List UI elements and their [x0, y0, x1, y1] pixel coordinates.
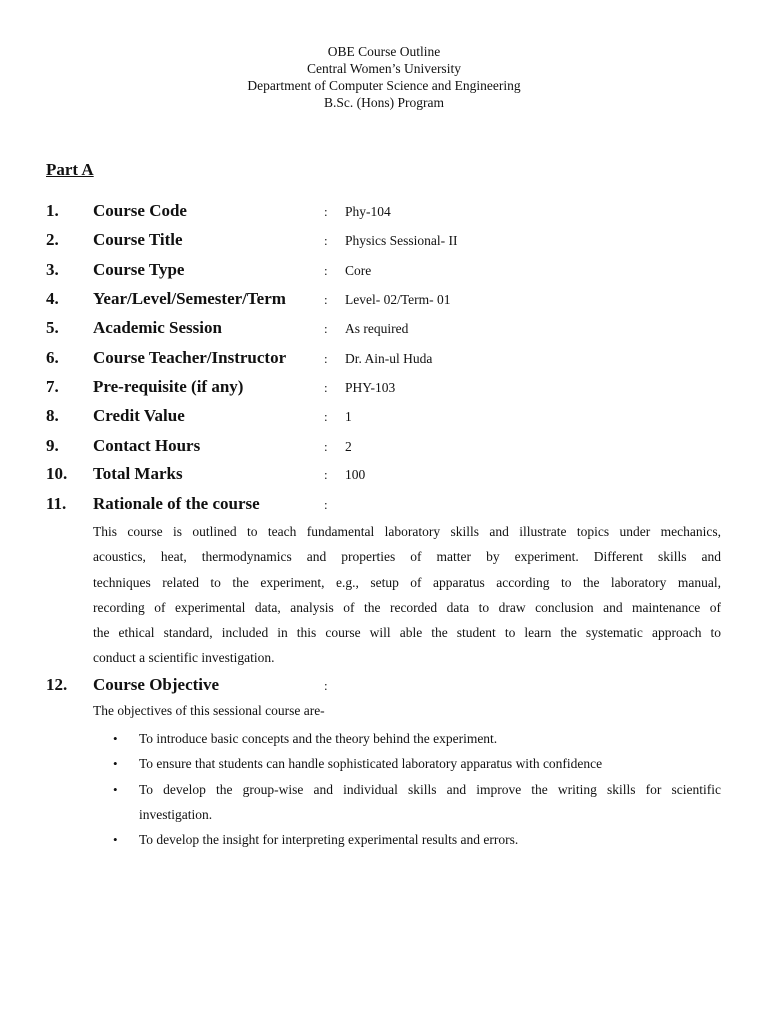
item-value: Dr. Ain-ul Huda	[345, 351, 433, 366]
item-label: Pre-requisite (if any)	[93, 377, 244, 396]
item-colon: :	[324, 380, 328, 395]
item-value: Core	[345, 263, 372, 278]
item-number: 7.	[46, 377, 59, 396]
objectives-intro: The objectives of this sessional course are-	[93, 703, 325, 718]
list-item-text: investigation.	[139, 806, 213, 822]
bullet-icon: •	[113, 832, 118, 848]
item-number: 8.	[46, 406, 59, 425]
item-colon: :	[324, 263, 328, 278]
item-number: 9.	[46, 436, 59, 455]
item-course-objective	[0, 675, 768, 697]
item-course-teacher	[0, 348, 768, 370]
item-number: 11.	[46, 494, 67, 513]
list-item-text: To introduce basic concepts and the theory behind the experiment.	[139, 731, 498, 746]
item-label: Credit Value	[93, 406, 185, 425]
item-colon: :	[324, 497, 328, 512]
rationale-paragraph	[93, 519, 721, 671]
item-label: Course Title	[93, 230, 183, 249]
item-colon: :	[324, 439, 328, 454]
rationale-line: techniques related to the experiment, e.g., setup of apparatus according to the laboratory manual,	[93, 574, 721, 590]
list-item-text: To develop the insight for interpreting experimental results and errors.	[139, 832, 519, 848]
item-label: Rationale of the course	[93, 494, 260, 513]
item-label: Academic Session	[93, 318, 222, 337]
list-item-text: To ensure that students can handle sophisticated laboratory apparatus with confidence	[139, 756, 603, 772]
rationale-line: recording of experimental data, analysis of the recorded data to draw conclusion and maintenance of	[93, 599, 721, 615]
rationale-line: This course is outlined to teach fundamental laboratory skills and illustrate topics under mechanics,	[93, 524, 721, 539]
item-course-type	[0, 260, 768, 282]
item-colon: :	[324, 409, 328, 424]
part-title: Part A	[46, 160, 94, 179]
item-number: 5.	[46, 318, 59, 337]
item-value: As required	[345, 321, 409, 336]
header-university: Central Women’s University	[307, 61, 461, 76]
item-colon: :	[324, 292, 328, 307]
header-title: OBE Course Outline	[327, 44, 441, 59]
item-value: 100	[345, 467, 366, 482]
item-value: Phy-104	[345, 204, 391, 219]
document-header	[0, 43, 768, 111]
item-prerequisite	[0, 377, 768, 399]
item-value: Physics Sessional- II	[345, 233, 458, 248]
item-academic-session	[0, 318, 768, 340]
item-rationale	[0, 494, 768, 516]
item-label: Course Objective	[93, 675, 220, 694]
item-label: Total Marks	[93, 464, 183, 483]
bullet-icon: •	[113, 731, 118, 746]
item-label: Course Teacher/Instructor	[93, 348, 287, 367]
item-course-code	[0, 201, 768, 223]
item-colon: :	[324, 233, 328, 248]
header-program: B.Sc. (Hons) Program	[324, 95, 444, 110]
bullet-icon: •	[113, 781, 118, 797]
item-value: 1	[345, 409, 352, 424]
item-number: 1.	[46, 201, 59, 220]
list-item	[93, 751, 721, 776]
item-colon: :	[324, 204, 328, 219]
objectives-list	[93, 726, 721, 852]
list-item	[93, 827, 721, 852]
rationale-line: conduct a scientific investigation.	[93, 650, 275, 666]
item-number: 6.	[46, 348, 59, 367]
item-number: 2.	[46, 230, 59, 249]
bullet-icon: •	[113, 756, 118, 772]
item-colon: :	[324, 351, 328, 366]
item-credit-value	[0, 406, 768, 428]
list-item	[93, 726, 721, 751]
item-colon: :	[324, 467, 328, 482]
item-number: 3.	[46, 260, 59, 279]
item-course-title	[0, 230, 768, 252]
item-total-marks	[0, 464, 768, 486]
item-colon: :	[324, 321, 328, 336]
item-colon: :	[324, 678, 328, 693]
item-label: Course Code	[93, 201, 187, 220]
item-value: 2	[345, 439, 352, 454]
list-item-text: To develop the group-wise and individual skills and improve the writing skills for scientific	[139, 781, 721, 797]
item-contact-hours	[0, 436, 768, 458]
item-number: 4.	[46, 289, 59, 308]
item-label: Year/Level/Semester/Term	[93, 289, 286, 308]
rationale-line: acoustics, heat, thermodynamics and properties of matter by experiment. Different skills and	[93, 549, 721, 565]
item-value: PHY-103	[345, 380, 396, 395]
item-number: 10.	[46, 464, 68, 483]
item-value: Level- 02/Term- 01	[345, 292, 451, 307]
item-year-level-term	[0, 289, 768, 311]
item-number: 12.	[46, 675, 68, 694]
list-item	[93, 777, 721, 828]
item-label: Course Type	[93, 260, 185, 279]
header-department: Department of Computer Science and Engineering	[247, 78, 521, 93]
item-label: Contact Hours	[93, 436, 201, 455]
rationale-line: the ethical standard, included in this course will able the student to learn the systematic approach to	[93, 625, 721, 641]
